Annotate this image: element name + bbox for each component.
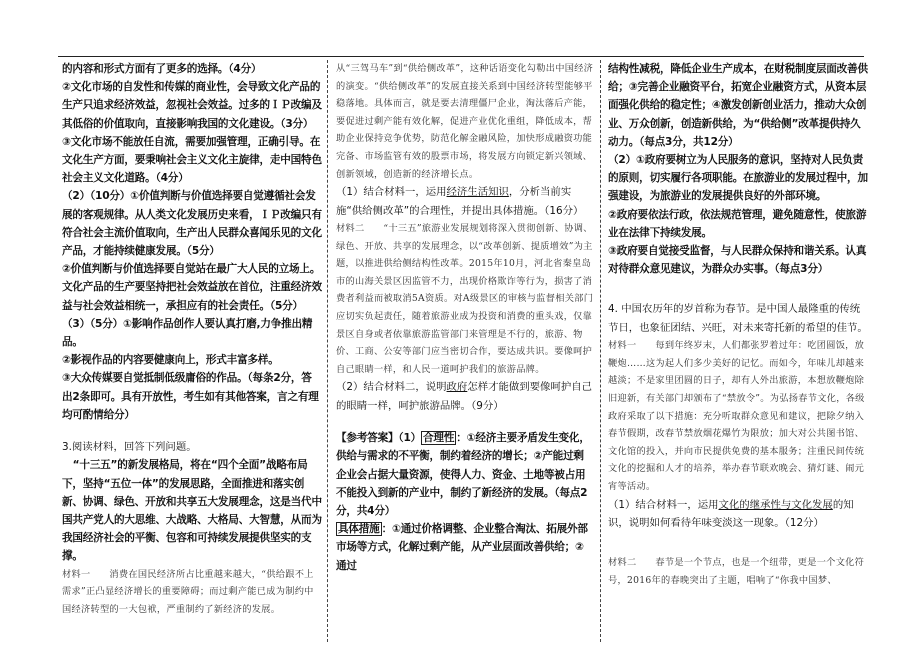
answer-q2-point-1: （2）（10分）①价值判断与价值选择要自觉遵循社会发展的客观规律。从人类文化发展历史来看，ＩＰ改编只有符合社会主流价值取向，生产出人民群众喜闻乐见的文化产品，才能持续健康发展。（5分） — [62, 190, 322, 258]
column-divider-2 — [600, 60, 601, 642]
question-3-2: （2）结合材料二，说明政府怎样才能做到要像呵护自己的眼睛一样，呵护旅游品牌。（9分） — [336, 381, 592, 412]
boxed-keyword: 合理性 — [423, 432, 455, 445]
question-4-1: （1）结合材料一，运用文化的继承性与文化发展的知识，说明如何看待年味变淡这一现象。（12分） — [608, 498, 854, 529]
answer-continuation: 的内容和形式方面有了更多的选择。（4分） — [62, 63, 262, 75]
underlined-term: 文化的继承性与文化发展 — [718, 498, 833, 511]
answer-continuation: 结构性减税，降低企业生产成本，在财税制度层面改善供给；③完善企业融资平台，拓宽企业融资方式，从资本层面强化供给的稳定性；④激发创新创业活力，推动大众创业、万众创新，创造新供给，为“供给侧”改革提供持久动力。（每点3分，共12分） — [608, 63, 868, 148]
underlined-term: 经济生活知识 — [446, 186, 509, 199]
reference-answer-1: 【参考答案】（1） 合理性 ：①经济主要矛盾发生变化，供给与需求的不平衡，制约着经济的增长；②产能过剩企业会占据大量资源，使得人力、资金、土地等被占用不能投入到新的产业中，制约了新经济的发展。（每点2分，共4分） — [336, 432, 590, 517]
question-4-intro: 4. 中国农历年的岁首称为春节。是中国人最隆重的传统节日，也象征团结、兴旺，对未来寄托新的希望的佳节。 — [608, 303, 868, 334]
question-3-1: （1）结合材料一，运用经济生活知识，分析当前实施“供给侧改革”的合理性，并提出具体措施。（16分） — [336, 186, 584, 217]
reference-answer-2: 具体措施 ：①通过价格调整、企业整合淘汰、拓展外部市场等方式，化解过剩产能，从产业层面改善供给；②通过 — [336, 523, 588, 572]
question-3-heading: 3.阅读材料，回答下列问题。 — [62, 441, 197, 454]
material-1-continuation: 从“三驾马车”到“供给侧改革”，这种话语变化勾勒出中国经济的演变。“供给侧改革”的发展直接关系到中国经济转型能够平稳落地。具体而言，就是要去清理僵尸企业，淘汰落后产能，要促进过剩产能有效化解，促进产业优化重组，降低成本，帮助企业保持竞争优势，防范化解金融风险，加快形成融资功能完备、市场监管有效的股票市场，将发展方向锁定新兴领域、创新领域，创造新的经济增长点。 — [336, 63, 594, 180]
material-2-text: 材料二 “十三五”旅游业发展规划将深入贯彻创新、协调、绿色、开放、共享的发展理念，以“改革创新、提质增效”为主题，以推进供给侧结构性改革。2015年10月，河北省秦皇岛市的山海关景区因监管不力，出现价格欺诈等行为，损害了消费者利益而被取消5A资质。对A级景区的审核与监督相关部门应切实负起责任，随着旅游业成为投资和消费的重头戏，仅靠景区自身或者依靠旅游监管部门来管理是不行的，旅游、物价、工商、公安等部门应当密切合作，要达成共识。要像呵护自己眼睛一样，和人民一道呵护我们的旅游品牌。 — [336, 222, 594, 375]
column-1 — [62, 60, 322, 640]
answer-point-2: ②文化市场的自发性和传媒的商业性，会导致文化产品的生产只追求经济效益，忽视社会效益。过多的ＩＰ改编及其低俗的价值取向，直接影响我国的文化建设。（3分） — [62, 81, 322, 130]
material-2-text: 材料二 春节是一个节点，也是一个纽带，更是一个文化符号，2016年的春晚突出了主题，唱响了“你我中国梦、 — [608, 557, 865, 586]
question-3-intro: “十三五”的新发展格局，将在“四个全面”战略布局下，坚持“五位一体”的发展思路，全面推进和落实创新、协调、绿色、开放和共享五大发展理念，这是当代中国共产党人的大思维、大战略、大格局、大智慧，从而为我国经济社会的平衡、包容和可持续发展提供坚实的支撑。 — [62, 459, 322, 563]
answer-q2-point-2: ②政府要依法行政，依法规范管理，避免随意性，使旅游业在法律下持续发展。 — [608, 208, 867, 239]
answer-q3-point-1: （3）（5分）①影响作品创作人要认真打磨,力争推出精品。 — [62, 317, 313, 349]
answer-point-3: ③文化市场不能放任自流，需要加强管理，正确引导。在文化生产方面，要秉响社会主义文化主旋律，走中国特色社会主义文化道路。（4分） — [62, 135, 322, 185]
column-2 — [336, 60, 594, 640]
boxed-keyword: 具体措施 — [338, 523, 380, 536]
top-rule — [58, 56, 864, 57]
material-1-text: 材料一 每到年终岁末，人们都张罗着过年：吃团圆饭，放鞭炮……这为起人们多少美好的记忆。而如今，年味儿却越来越淡；不是家里团圆的日子，却有人外出旅游，本想放鞭炮除旧迎新，有关部门却颁布了“禁放令”。为弘扬春节文化，各级政府采取了以下措施：充分听取群众意见和建议，把除夕纳入春节假期，改春节禁放烟花爆竹为限放；加大对公共图书馆、文化馆的投入，并向市民提供免费的基本服务；注重民间传统文化的挖掘和人才的培养，举办春节联欢晚会、猜灯谜、闹元宵等活动。 — [608, 340, 865, 492]
answer-q3-point-3: ③大众传媒要自觉抵制低级庸俗的作品。（每条2分，答出2条即可。具有开放性，考生如有其他答案，言之有理均可酌情给分） — [62, 372, 319, 421]
underlined-term: 政府 — [446, 381, 468, 394]
column-3 — [608, 60, 870, 640]
answer-q2-point-1: （2）①政府要树立为人民服务的意识，坚持对人民负责的原则，切实履行各项职能。在旅游业的发展过程中，加强建设，为旅游业的发展提供良好的外部环境。 — [608, 154, 868, 203]
answer-q3-point-2: ②影视作品的内容要健康向上，形式丰富多样。 — [62, 354, 279, 367]
material-1-text: 材料一 消费在国民经济所占比重越来越大，“供给跟不上需求”正凸显经济增长的重要障碍；而过剩产能已成为制约中国经济转型的一大包袱，严重制约了新经济的发展。 — [62, 568, 314, 615]
column-divider-1 — [327, 60, 328, 642]
answer-q2-point-2: ②价值判断与价值选择要自觉站在最广大人民的立场上。文化产品的生产要坚持把社会效益放在首位，注重经济效益与社会效益相统一，承担应有的社会责任。（5分） — [62, 263, 322, 312]
answer-q2-point-3: ③政府要自觉接受监督，与人民群众保持和谐关系。认真对待群众意见建议，为群众办实事。（每点3分） — [608, 245, 867, 276]
